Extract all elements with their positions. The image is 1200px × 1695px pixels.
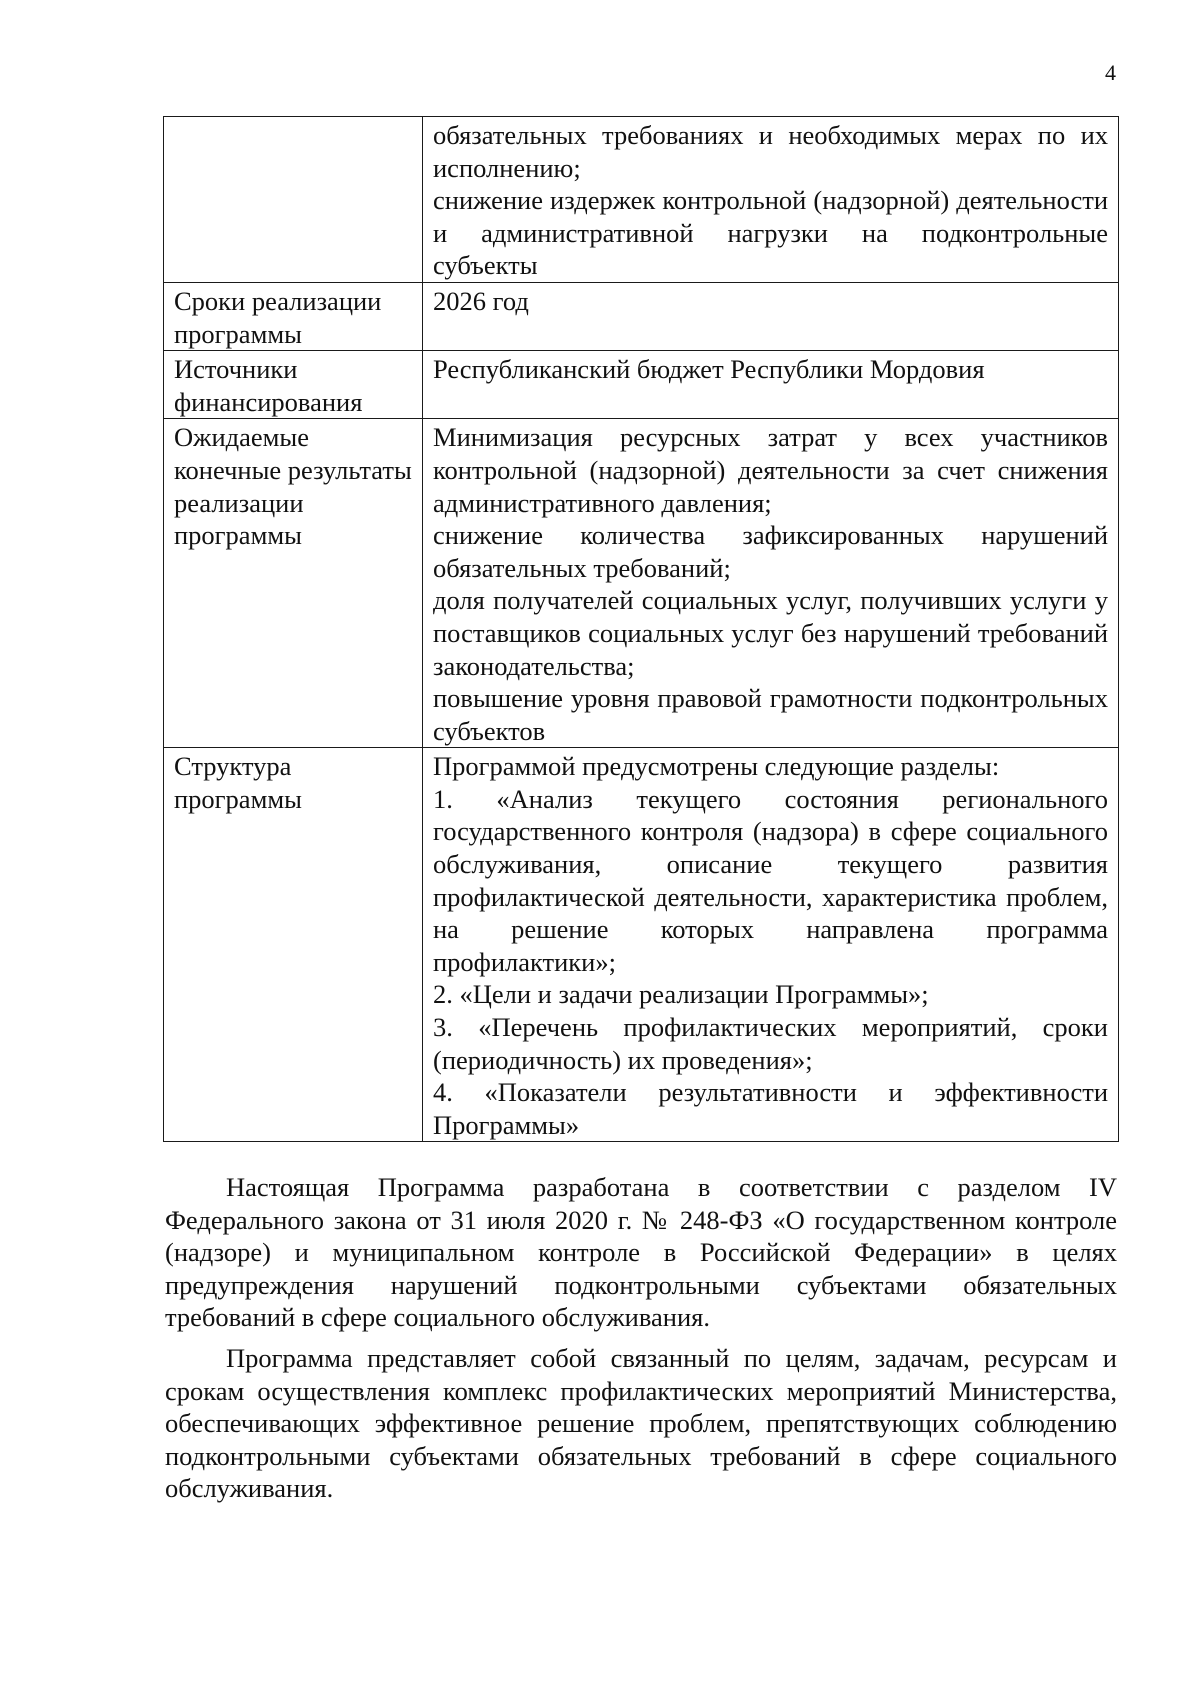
table-row (164, 351, 1119, 419)
program-passport-table (163, 116, 1119, 1142)
table-row (164, 419, 1119, 748)
row-value-item: 2. «Цели и задачи реализации Программы»; (433, 979, 929, 1010)
page-number: 4 (1105, 60, 1116, 85)
row-value-item: 1. «Анализ текущего состояния регионального государственного контроля (надзора) в сфере социального обслуживания, описание текущего развития профилактической деятельности, характеристика проблем, на решение которых направлена программа профилактики»; (433, 783, 1108, 977)
table-row (164, 117, 1119, 283)
paragraph: Настоящая Программа разработана в соответствии с разделом IV Федерального закона от 31 июля 2020 г. № 248-ФЗ «О государственном контроле (надзоре) и муниципальном контроле в Российской Федерации» в целях предупреждения нарушений подконтрольными субъектами обязательных требований в сфере социального обслуживания. (165, 1172, 1117, 1333)
row-value (423, 748, 1119, 1142)
row-label (164, 117, 423, 283)
row-label: Структура программы (164, 748, 423, 1142)
row-value-item: Республиканский бюджет Республики Мордовия (433, 354, 985, 385)
row-label: Сроки реализации программы (164, 282, 423, 350)
row-value-item: обязательных требованиях и необходимых мерах по их исполнению; (433, 120, 1108, 183)
row-value (423, 351, 1119, 419)
row-value (423, 419, 1119, 748)
row-label: Ожидаемые конечные результаты реализации программы (164, 419, 423, 748)
row-value (423, 282, 1119, 350)
row-value-item: повышение уровня правовой грамотности подконтрольных субъектов (433, 683, 1108, 746)
table-row (164, 282, 1119, 350)
row-value-item: Программой предусмотрены следующие разделы: (433, 751, 1000, 782)
row-label: Источники финансирования (164, 351, 423, 419)
row-value (423, 117, 1119, 283)
body-text (165, 1171, 1117, 1513)
row-value-item: снижение количества зафиксированных нарушений обязательных требований; (433, 520, 1108, 583)
row-value-item: 4. «Показатели результативности и эффективности Программы» (433, 1077, 1108, 1140)
row-value-item: снижение издержек контрольной (надзорной) деятельности и административной нагрузки на подконтрольные субъекты (433, 185, 1108, 281)
row-value-item: Минимизация ресурсных затрат у всех участников контрольной (надзорной) деятельности за счет снижения административного давления; (433, 422, 1108, 518)
paragraph: Программа представляет собой связанный по целям, задачам, ресурсам и срокам осуществления комплекс профилактических мероприятий Министерства, обеспечивающих эффективное решение проблем, препятствующих соблюдению подконтрольными субъектами обязательных требований в сфере социального обслуживания. (165, 1342, 1117, 1504)
row-value-item: 2026 год (433, 285, 529, 316)
table-row (164, 748, 1119, 1142)
row-value-item: доля получателей социальных услуг, получивших услуги у поставщиков социальных услуг без нарушений требований законодательства; (433, 585, 1108, 681)
row-value-item: 3. «Перечень профилактических мероприятий, сроки (периодичность) их проведения»; (433, 1012, 1108, 1075)
